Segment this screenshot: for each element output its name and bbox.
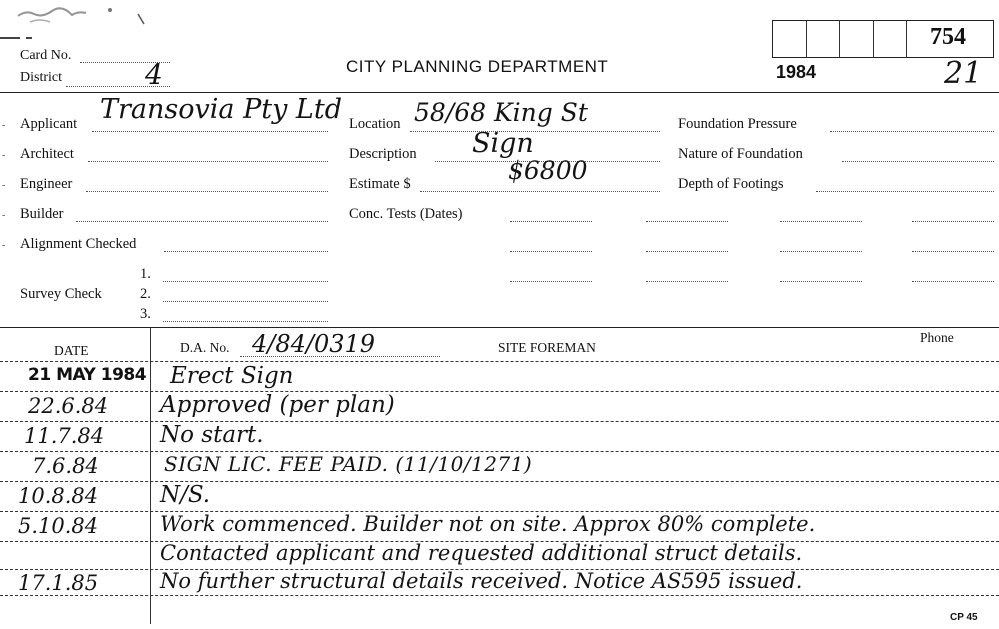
location-value: 58/68 King St (414, 98, 588, 127)
card-sub-number: 21 (944, 56, 983, 91)
location-label: Location (349, 116, 401, 132)
depth-footings-label: Depth of Footings (678, 176, 784, 192)
nature-foundation-line (842, 161, 994, 162)
applicant-value: Transovia Pty Ltd (100, 94, 342, 125)
margin-tick: - (2, 180, 6, 191)
estimate-value: $6800 (508, 156, 588, 185)
alignment-line (164, 251, 328, 252)
nature-foundation-label: Nature of Foundation (678, 146, 803, 162)
log-date-3: 11.7.84 (24, 424, 105, 448)
survey-3-line (163, 321, 328, 322)
log-date-2: 22.6.84 (28, 394, 109, 418)
card-number: 754 (930, 24, 966, 50)
log-row-rule (0, 391, 999, 392)
box-divider (839, 20, 840, 58)
log-date-6: 5.10.84 (18, 514, 99, 538)
log-row-rule (0, 361, 999, 362)
log-row-rule (0, 421, 999, 422)
log-date-4: 7.6.84 (32, 454, 99, 478)
box-divider (806, 20, 807, 58)
log-date-1: 21 MAY 1984 (28, 365, 147, 385)
site-foreman-label: SITE FOREMAN (498, 340, 596, 355)
survey-1-line (163, 281, 328, 282)
architect-line (88, 161, 328, 162)
log-text-3: No start. (160, 422, 264, 448)
conc-test-line-9 (510, 281, 592, 282)
log-text-6: Work commenced. Builder not on site. Approx 80% complete. (160, 512, 816, 536)
log-date-8: 17.1.85 (18, 571, 99, 595)
box-divider (906, 20, 907, 58)
log-text-7: Contacted applicant and requested additional struct details. (160, 541, 803, 565)
alignment-label: Alignment Checked (20, 236, 137, 252)
conc-test-line-7 (780, 251, 862, 252)
header-rule (0, 92, 999, 93)
stamp-smudge (0, 0, 160, 45)
conc-test-line-11 (780, 281, 862, 282)
conc-test-line-2 (646, 221, 728, 222)
survey-2-label: 2. (140, 286, 151, 302)
form-code: CP 45 (950, 612, 978, 623)
da-label: D.A. No. (180, 340, 230, 355)
log-text-8: No further structural details received. Notice AS595 issued. (160, 569, 803, 593)
location-line (410, 131, 660, 132)
survey-label: Survey Check (20, 286, 102, 302)
foundation-pressure-label: Foundation Pressure (678, 116, 797, 132)
margin-tick: - (2, 150, 6, 161)
margin-tick: - (2, 210, 6, 221)
survey-3-label: 3. (140, 306, 151, 322)
builder-line (76, 221, 328, 222)
conc-test-line-5 (510, 251, 592, 252)
estimate-line (420, 191, 660, 192)
builder-label: Builder (20, 206, 64, 222)
log-row-rule (0, 595, 999, 596)
da-value: 4/84/0319 (252, 330, 376, 358)
conc-tests-label: Conc. Tests (Dates) (349, 206, 463, 222)
log-date-5: 10.8.84 (18, 484, 99, 508)
log-text-2: Approved (per plan) (160, 392, 395, 418)
log-text-1: Erect Sign (170, 363, 294, 389)
conc-test-line-12 (912, 281, 994, 282)
description-label: Description (349, 146, 417, 162)
estimate-label: Estimate $ (349, 176, 411, 192)
phone-label: Phone (920, 330, 954, 345)
log-text-4: SIGN LIC. FEE PAID. (11/10/1271) (164, 452, 533, 476)
architect-label: Architect (20, 146, 74, 162)
survey-1-label: 1. (140, 266, 151, 282)
foundation-pressure-line (830, 131, 994, 132)
page-title: CITY PLANNING DEPARTMENT (346, 57, 609, 76)
description-value: Sign (472, 128, 534, 159)
card-no-label: Card No. (20, 48, 72, 63)
conc-test-line-6 (646, 251, 728, 252)
applicant-label: Applicant (20, 116, 78, 132)
conc-test-line-3 (780, 221, 862, 222)
card-year: 1984 (776, 62, 817, 82)
district-label: District (20, 70, 62, 85)
conc-test-line-4 (912, 221, 994, 222)
depth-footings-line (816, 191, 994, 192)
log-row-rule (0, 481, 999, 482)
log-text-5: N/S. (160, 482, 211, 508)
district-value: 4 (145, 58, 163, 91)
conc-test-line-8 (912, 251, 994, 252)
margin-tick: - (2, 120, 6, 131)
date-column-divider (150, 328, 151, 624)
engineer-label: Engineer (20, 176, 73, 192)
box-divider (873, 20, 874, 58)
date-header: DATE (54, 343, 89, 358)
conc-test-line-10 (646, 281, 728, 282)
applicant-line (92, 131, 328, 132)
margin-tick: - (2, 240, 6, 251)
engineer-line (86, 191, 328, 192)
survey-2-line (163, 301, 328, 302)
conc-test-line-1 (510, 221, 592, 222)
